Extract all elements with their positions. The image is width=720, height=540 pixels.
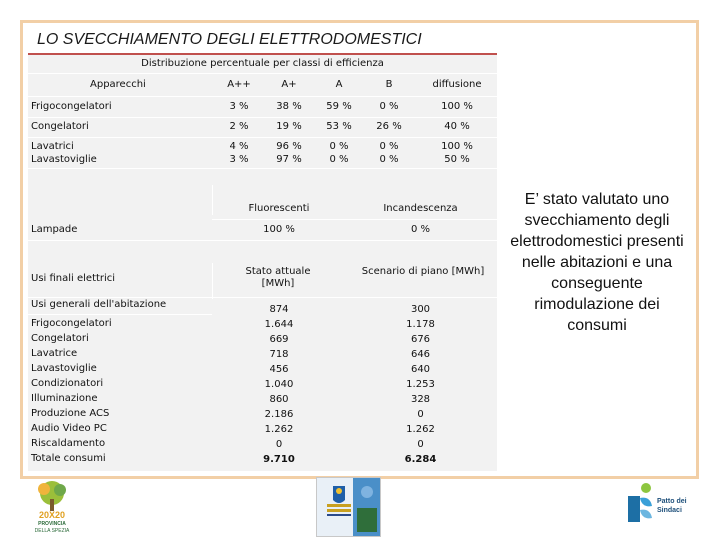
table-cell: Lavastoviglie <box>31 363 97 374</box>
total-plan: 6.284 <box>404 454 437 465</box>
header-incandescenza: Incandescenza <box>383 203 458 214</box>
header-fluorescenti: Fluorescenti <box>248 203 310 214</box>
table-cell: 874 <box>269 304 289 315</box>
table-cell: 4 % <box>229 141 249 152</box>
table-cell: Frigocongelatori <box>31 101 112 112</box>
table-cell: 0 % <box>379 141 399 152</box>
header-apparecchi: Apparecchi <box>90 79 146 90</box>
table-cell: 0 % <box>379 101 399 112</box>
divider <box>28 73 497 74</box>
total-current: 9.710 <box>263 454 295 465</box>
divider <box>212 219 497 220</box>
table-cell: 100 % <box>263 224 295 235</box>
table-cell: 100 % <box>441 101 473 112</box>
divider <box>28 297 497 298</box>
table-cell: 1.262 <box>264 424 294 435</box>
table-cell: Illuminazione <box>31 393 98 404</box>
table-cell: 1.644 <box>264 319 294 330</box>
table-cell: 19 % <box>276 121 302 132</box>
divider <box>28 96 497 97</box>
table-cell: 1.253 <box>406 379 435 390</box>
table-cell: 100 % <box>441 141 473 152</box>
page-title: LO SVECCHIAMENTO DEGLI ELETTRODOMESTICI <box>37 31 422 48</box>
header-scenario: Scenario di piano [MWh] <box>361 266 485 277</box>
table-cell: 0 <box>275 439 283 450</box>
tree-icon <box>28 479 76 511</box>
logo-sindaci: Sindaci <box>657 507 682 514</box>
table-cell: 50 % <box>444 154 470 165</box>
table-cell: Lavatrice <box>31 348 78 359</box>
table-cell: 646 <box>410 349 431 360</box>
table-cell: 0 % <box>329 154 349 165</box>
side-text: E’ stato valutato uno svecchiamento degli elettrodomestici presenti nelle abitazioni e una conseguente rimodulazione dei consumi <box>510 191 684 334</box>
logo-spezia: DELLA SPEZIA <box>34 528 70 534</box>
table-cell: Condizionatori <box>31 378 104 389</box>
table-cell: 328 <box>410 394 431 405</box>
table-cell: 456 <box>269 364 289 375</box>
patto-sindaci-logo <box>626 482 692 536</box>
table-cell: 2 % <box>229 121 249 132</box>
table-cell: 0 % <box>379 154 399 165</box>
data-table <box>28 55 497 471</box>
table-cell: Audio Video PC <box>31 423 107 434</box>
divider <box>212 185 213 215</box>
table-cell: Frigocongelatori <box>31 318 112 329</box>
divider <box>28 240 497 241</box>
table-cell: 26 % <box>376 121 402 132</box>
header-a: A <box>335 79 343 90</box>
table-cell: 40 % <box>444 121 470 132</box>
crest-icon <box>317 478 380 536</box>
table-cell: 0 % <box>410 224 431 235</box>
table-cell: 38 % <box>276 101 302 112</box>
header-stato-attuale: Stato attuale [MWh] <box>245 266 311 289</box>
divider <box>28 117 497 118</box>
header-ap: A+ <box>281 79 297 90</box>
table-cell: 860 <box>269 394 289 405</box>
table-cell: Congelatori <box>31 333 89 344</box>
table-cell: 3 % <box>229 101 249 112</box>
divider <box>28 137 497 138</box>
divider <box>28 314 212 315</box>
table-caption: Distribuzione percentuale per classi di efficienza <box>141 58 384 69</box>
table-cell: 1.040 <box>264 379 294 390</box>
divider <box>212 263 213 299</box>
table-cell: 97 % <box>276 154 302 165</box>
table-cell: 2.186 <box>264 409 294 420</box>
table-cell: 96 % <box>276 141 302 152</box>
logo-year: 20X20 <box>38 510 66 520</box>
table-cell: 1.262 <box>406 424 435 435</box>
leaf-icon <box>626 482 656 524</box>
group-label: Usi generali dell'abitazione <box>31 299 167 310</box>
table-cell: 1.178 <box>406 319 435 330</box>
table-cell: 0 <box>417 439 424 450</box>
table-cell: Lavatrici <box>31 141 74 152</box>
logo-patto: Patto dei <box>657 498 687 505</box>
header-diffusione: diffusione <box>432 79 482 90</box>
lamps-label: Lampade <box>31 224 78 235</box>
table-cell: 300 <box>410 304 431 315</box>
table-cell: 669 <box>269 334 289 345</box>
header-app: A++ <box>227 79 251 90</box>
table-cell: 0 % <box>329 141 349 152</box>
table-cell: Produzione ACS <box>31 408 110 419</box>
header-b: B <box>385 79 393 90</box>
provincia-logo <box>28 479 76 540</box>
table-cell: Lavastoviglie <box>31 154 97 165</box>
table-cell: 718 <box>269 349 289 360</box>
table-cell: 640 <box>410 364 431 375</box>
table-cell: 3 % <box>229 154 249 165</box>
table-cell: 59 % <box>326 101 352 112</box>
logo-provincia: PROVINCIA <box>38 521 66 527</box>
region-logo <box>316 477 381 537</box>
table-cell: 53 % <box>326 121 352 132</box>
uses-label: Usi finali elettrici <box>31 273 116 284</box>
table-cell: Riscaldamento <box>31 438 106 449</box>
table-cell: 676 <box>410 334 431 345</box>
table-cell: Congelatori <box>31 121 89 132</box>
table-cell: 0 <box>417 409 424 420</box>
table-cell: Totale consumi <box>31 453 106 464</box>
divider <box>28 168 497 169</box>
